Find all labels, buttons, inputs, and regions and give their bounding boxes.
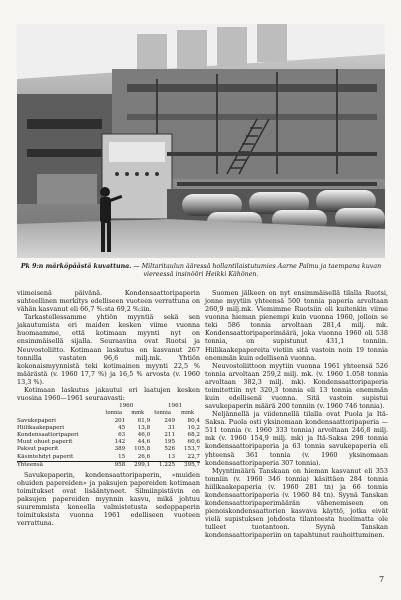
row-label: Yhteensä xyxy=(17,461,102,469)
year-header: 1960 xyxy=(119,403,134,410)
cell: 299,1 xyxy=(125,461,150,469)
cell: 26,6 xyxy=(137,453,151,460)
cell: 45 xyxy=(118,424,126,431)
row-label: Hiilikaakepaperi xyxy=(17,424,65,431)
cell: 1.225 xyxy=(150,461,175,469)
right-column xyxy=(205,289,388,539)
cell: 389 xyxy=(114,446,126,453)
table-header-years xyxy=(17,403,200,410)
cell: 80,4 xyxy=(187,417,200,424)
cell: 13,8 xyxy=(137,424,151,431)
cell: 68,2 xyxy=(187,431,200,438)
table-total-row xyxy=(17,461,200,469)
cell: 60,6 xyxy=(187,439,200,446)
row-label: Paksut paperit xyxy=(17,446,59,453)
paragraph: Suomen jälkeen on nyt ensimmäisellä tilalla Ruotsi, jonne myytiin yhteensä 500 tonnia paperia arvoltaan 260,9 milj.mk. Viemimme Ruotsiin oli kuitenkin viime vuonna hieman pienempi kuin vuonna 1960, jolloin se teki 586 tonnia arvoltaan 281,4 milj. mk. Kondensaattoripaperimäärä, joka vuonna 1960 oli 538 tonnia, on supistunut 431,1 tonniin. Hiilikaakepapereita vietiin sitä vastoin noin 19 tonnia enemmän kuin edellisenä vuonna. xyxy=(205,289,388,362)
caption-bold: Pk 9:n märköpäästä kuvattuna. xyxy=(20,263,132,270)
domestic-sales-table xyxy=(17,403,200,469)
cell: 22,7 xyxy=(187,453,200,460)
paragraph: Savukepaperin, kondensaattoripaperin, »muiden ohuiden papereiden» ja paksujen papereiden kotimaan toimitukset ovat lisääntyneet. Silmiinpistävin on paksujen papereiden myynnin kasvu, mikä johtuu suuremmista koneella valmistetusta sedeppaperin toimituksista vuonna 1961 edelliseen vuoteen verrattuna. xyxy=(17,470,200,528)
cell: 201 xyxy=(114,417,126,424)
cell: 63 xyxy=(118,431,126,438)
row-label: Käsintehdyt paperit xyxy=(17,453,74,460)
row-label: Muut ohuet paperit xyxy=(17,439,73,446)
table-row xyxy=(17,432,200,439)
unit-header: tonnia xyxy=(154,410,171,417)
table-header-units xyxy=(17,410,200,417)
factory-photo xyxy=(17,24,385,258)
unit-header: mmk xyxy=(131,410,145,417)
page-number: 7 xyxy=(379,575,385,584)
table-row xyxy=(17,454,200,462)
cell: 526 xyxy=(164,446,176,453)
cell: 142 xyxy=(114,439,126,446)
left-column xyxy=(17,289,200,527)
paragraph: Kotimaan laskutus jakautui eri laatujen kesken vuosina 1960—1961 seuraavasti: xyxy=(17,385,200,403)
cell: 10,2 xyxy=(187,424,200,431)
cell: 13 xyxy=(167,453,176,460)
cell: 46,0 xyxy=(137,431,151,438)
paper-machine-illustration xyxy=(17,24,385,258)
cell: 249 xyxy=(164,417,176,424)
row-label: Kondensaattoripaperi xyxy=(17,431,79,438)
paragraph: viimeisenä päivänä. Kondensaattoripaperin suhteellinen merkitys edelliseen vuoteen verrattuna on vähän kasvanut eli 66,7 %:sta 69,2 %:iin. xyxy=(17,289,200,314)
cell: 61,9 xyxy=(137,417,151,424)
table-row xyxy=(17,425,200,432)
cell: 211 xyxy=(164,431,176,438)
photo-caption xyxy=(17,263,385,279)
cell: 195 xyxy=(164,439,176,446)
cell: 153,7 xyxy=(183,446,200,453)
paragraph: Myyntimäärä Tanskaan on hieman kasvanut eli 353 tonniin (v. 1960 346 tonnia) käsittäen 284 tonnia hiilikaakepaperia (v. 1960 281 tn) ja 66 tonnia kondensaattoripaperia (v. 1960 84 tn). Syynä Tanskan kondensaattoripaperimäärän vähenemiseen on pienoiskondensaattorien kasvava käyttö, jotka eivät vielä supistuksen johdosta tilanteesta huolimatta ole tulleet tuotantoon. Syynä Tanskan kondensaattoripaperiin on tapahtunut rauhoittuminen. xyxy=(205,466,388,540)
cell: 31 xyxy=(167,424,176,431)
cell: 105,8 xyxy=(134,446,151,453)
table-row xyxy=(17,446,200,453)
year-header: 1961 xyxy=(167,403,183,410)
cell: 958 xyxy=(102,461,125,469)
table-row xyxy=(17,439,200,446)
paragraph: Tarkastellessamme yhtiön myyntiä sekä sen jakautumista eri maiden kesken viime vuonna huomaamme, että kotimaan myynti nyt on ensimmäisellä sijalla. Seuraavina ovat Ruotsi ja Neuvostoliitto. Kotimaan laskutus on kasvanut 267 tonnilla vastaten 96,6 milj.mk. Yhtiön kokonaismyynnistä teki kotimainen myynti 22,5 % määrästä (v. 1960 17,7 %) ja 16,5 % arvosta (v. 1960 13,3 %). xyxy=(17,313,200,386)
caption-text: — Miltaritaulun ääressä hollantilaistutumies Aarne Palmu ja taempana kuvan viereessä insinööri Heikki Kähönen. xyxy=(131,263,382,279)
paragraph: Neljännellä ja viidennellä tilalla ovat Puola ja Itä-Saksa. Puola osti yksinomaan kondensaattoripaperia — 511 tonnia (v. 1960 333 tonnia) arvoltaan 246,8 milj. mk (v. 1960 154,9 milj. mk) ja Itä-Saksa 298 tonnia kondensaattoripaperia ja 63 tonnia savukepaperia eli yhteensä 361 tonnia (v. 1960 yksinomaan kondensaattoripaperia 307 tonnia). xyxy=(205,410,388,467)
cell: 15 xyxy=(118,453,126,460)
cell: 395,7 xyxy=(175,461,200,469)
table-row xyxy=(17,418,200,425)
paragraph: Neuvostoliittoon myytiin vuonna 1961 yhteensä 526 tonnia arvoltaan 259,2 milj. mk. (v. 1960 1.058 tonnia arvoltaan 382,3 milj. mk). Kondensaattoripaperia toimitettiin nyt 320,3 tonnia eli 13 tonnia enemmän kuin edellisenä vuonna. Sitä vastoin supistui savukepaperin määrä 200 tonniin (v. 1960 746 tonnia). xyxy=(205,361,388,411)
unit-header: tonnia xyxy=(105,410,123,417)
unit-header: mmk xyxy=(181,410,195,417)
cell: 44,6 xyxy=(137,439,151,446)
row-label: Savukepaperi xyxy=(17,417,56,424)
